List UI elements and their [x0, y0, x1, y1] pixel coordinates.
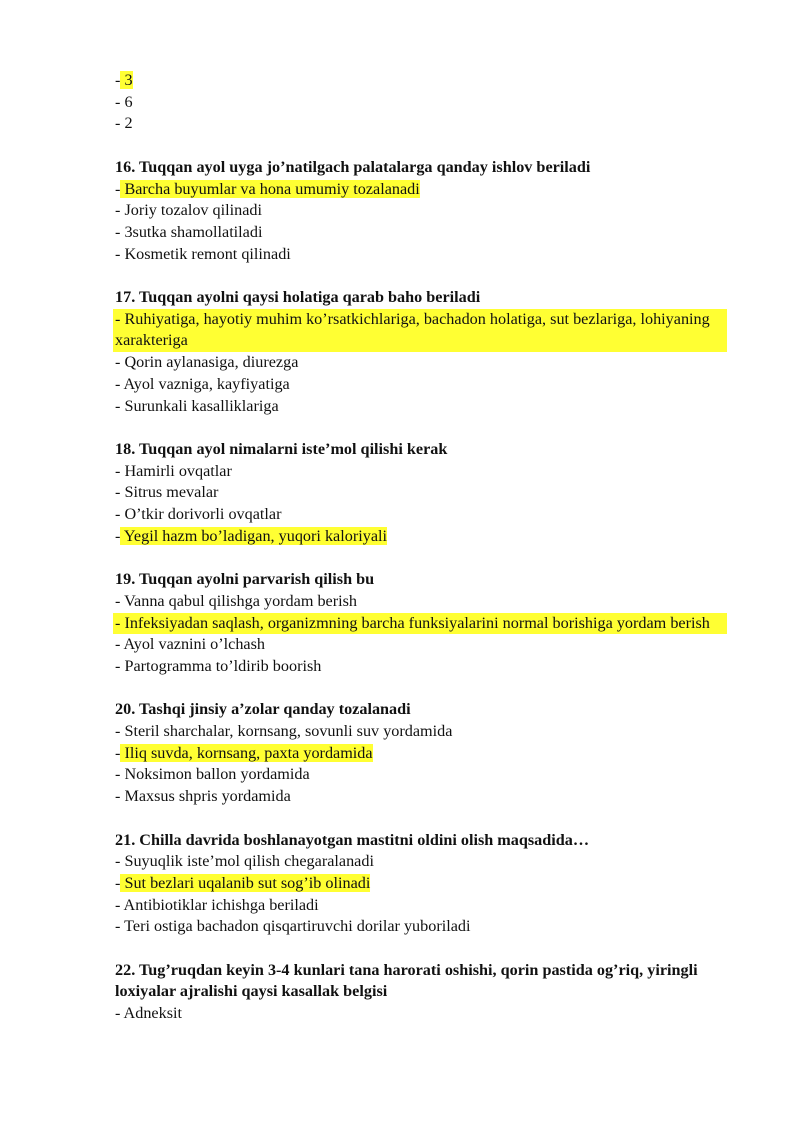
- question-block: [115, 439, 735, 548]
- answer-option: [115, 352, 735, 374]
- option-text: Adneksit: [123, 1004, 182, 1023]
- answer-option-correct: [113, 309, 727, 352]
- option-text: Suyuqlik iste’mol qilish chegaralanadi: [124, 852, 374, 871]
- answer-option: [115, 504, 735, 526]
- option-dash: -: [115, 787, 125, 806]
- option-text: Kosmetik remont qilinadi: [124, 244, 291, 263]
- answer-highlight: [120, 71, 132, 89]
- answer-option: [115, 1003, 735, 1025]
- question-title: 16. Tuqqan ayol uyga jo’natilgach palatalarga qanday ishlov beriladi: [115, 157, 591, 176]
- question-block: [115, 830, 735, 939]
- answer-option: [115, 851, 735, 873]
- question-block: [115, 960, 735, 1025]
- answer-option: [115, 374, 735, 396]
- option-text: Antibiotiklar ichishga beriladi: [123, 895, 319, 914]
- answer-option-correct: - 3: [115, 71, 133, 89]
- option-text: Partogramma to’ldirib boorish: [124, 656, 322, 675]
- answer-option-correct: [113, 613, 727, 635]
- answer-option-correct: - Sut bezlari uqalanib sut sog’ib olinadi: [115, 873, 371, 892]
- option-text: Vanna qabul qilishga yordam berish: [124, 591, 358, 610]
- answer-option-correct: - Barcha buyumlar va hona umumiy tozalanadi: [115, 179, 420, 198]
- answer-highlight: [120, 874, 370, 892]
- option-text: Sitrus mevalar: [124, 483, 219, 502]
- answer-option: [115, 634, 735, 656]
- option-dash: -: [115, 656, 125, 675]
- question-title: 22. Tug’ruqdan keyin 3-4 kunlari tana harorati oshishi, qorin pastida og’riq, yiringli loxiyalar ajralishi qaysi kasallak belgisi: [115, 960, 698, 1001]
- option-text: Ayol vazniga, kayfiyatiga: [123, 374, 290, 393]
- answer-option: [115, 721, 735, 743]
- option-dash: -: [115, 461, 125, 480]
- answer-option-correct: - Iliq suvda, kornsang, paxta yordamida: [115, 743, 373, 762]
- question-title: 18. Tuqqan ayol nimalarni iste’mol qilishi kerak: [115, 439, 448, 458]
- answer-highlight: [120, 527, 387, 545]
- option-dash: -: [115, 1004, 124, 1023]
- question-title: 21. Chilla davrida boshlanayotgan mastitni oldini olish maqsadida…: [115, 830, 590, 849]
- option-text: Iliq suvda, kornsang, paxta yordamida: [124, 743, 373, 762]
- option-dash: -: [115, 852, 125, 871]
- option-text: Hamirli ovqatlar: [124, 461, 232, 480]
- option-dash: -: [115, 613, 125, 632]
- question-block: [115, 287, 735, 417]
- option-text: Joriy tozalov qilinadi: [124, 201, 263, 220]
- question-title: 20. Tashqi jinsiy a’zolar qanday tozalanadi: [115, 700, 411, 719]
- option-dash: -: [115, 483, 125, 502]
- answer-highlight: [120, 744, 372, 762]
- option-text: 6: [124, 92, 133, 111]
- answer-option: [115, 656, 735, 678]
- answer-option: [115, 461, 735, 483]
- option-text: Maxsus shpris yordamida: [124, 787, 291, 806]
- option-dash: -: [115, 353, 125, 372]
- quiz-content: [115, 70, 735, 1047]
- answer-highlight: [120, 180, 419, 198]
- option-text: Barcha buyumlar va hona umumiy tozalanadi: [124, 179, 420, 198]
- option-dash: -: [115, 722, 125, 741]
- answer-option: [115, 895, 735, 917]
- option-text: Surunkali kasalliklariga: [124, 396, 279, 415]
- option-dash: -: [115, 309, 125, 328]
- question-title: 19. Tuqqan ayolni parvarish qilish bu: [115, 570, 375, 589]
- option-dash: -: [115, 635, 124, 654]
- option-dash: -: [115, 374, 124, 393]
- option-text: Teri ostiga bachadon qisqartiruvchi dorilar yuboriladi: [124, 917, 471, 936]
- option-dash: -: [115, 917, 125, 936]
- option-text: Ayol vaznini o’lchash: [123, 635, 266, 654]
- answer-option: [115, 113, 735, 135]
- option-text: Infeksiyadan saqlash, organizmning barcha funksiyalarini normal borishiga yordam berish: [124, 613, 710, 632]
- question-block: [115, 157, 735, 266]
- answer-option: [115, 764, 735, 786]
- option-dash: -: [115, 201, 125, 220]
- option-dash: -: [115, 244, 125, 263]
- option-text: 3: [124, 71, 133, 89]
- option-dash: -: [115, 222, 125, 241]
- answer-option: [115, 591, 735, 613]
- option-dash: -: [115, 895, 124, 914]
- question-block: [115, 569, 735, 678]
- option-text: 3sutka shamollatiladi: [124, 222, 263, 241]
- option-text: 2: [124, 114, 133, 133]
- option-dash: -: [115, 591, 125, 610]
- answer-option: [115, 396, 735, 418]
- answer-option: [115, 482, 735, 504]
- option-text: Yegil hazm bo’ladigan, yuqori kaloriyali: [123, 526, 387, 545]
- answer-option: [115, 92, 735, 114]
- question-block: [115, 699, 735, 808]
- option-dash: -: [115, 396, 125, 415]
- question-title: 17. Tuqqan ayolni qaysi holatiga qarab baho beriladi: [115, 288, 481, 306]
- option-dash: -: [115, 505, 125, 524]
- option-text: Sut bezlari uqalanib sut sog’ib olinadi: [124, 873, 371, 892]
- answer-option-correct: - Yegil hazm bo’ladigan, yuqori kaloriyali: [115, 526, 387, 545]
- option-text: Steril sharchalar, kornsang, sovunli suv yordamida: [124, 722, 453, 741]
- answer-option: [115, 916, 735, 938]
- option-text: Noksimon ballon yordamida: [124, 765, 310, 784]
- answer-option: [115, 222, 735, 244]
- option-text: O’tkir dorivorli ovqatlar: [124, 505, 282, 524]
- option-dash: -: [115, 92, 125, 111]
- answer-option: [115, 786, 735, 808]
- option-dash: -: [115, 114, 125, 133]
- option-text: Qorin aylanasiga, diurezga: [124, 353, 299, 372]
- answer-option: [115, 244, 735, 266]
- option-text: Ruhiyatiga, hayotiy muhim ko’rsatkichlariga, bachadon holatiga, sut bezlariga, lohiyaning xarakteriga: [115, 309, 710, 350]
- answer-option: [115, 200, 735, 222]
- option-dash: -: [115, 765, 125, 784]
- question-block: [115, 70, 735, 135]
